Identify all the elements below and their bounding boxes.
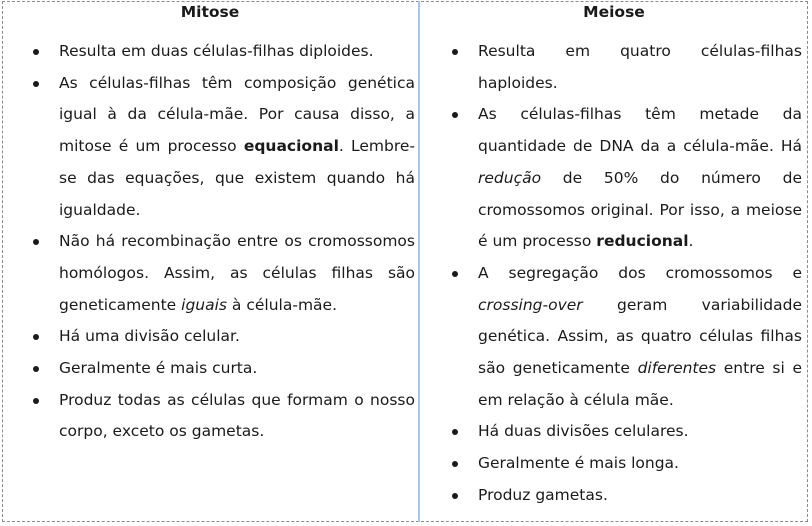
text-run: A segregação dos cromossomos e — [478, 263, 802, 282]
bullet-icon — [452, 429, 458, 435]
text-run: Produz gametas. — [478, 485, 608, 504]
list-item-text — [478, 258, 802, 417]
bullet-icon — [452, 493, 458, 499]
bullet-icon — [452, 112, 458, 118]
text-run: de 50% do número de cromossomos original. Por isso, a meiose é um processo — [478, 168, 802, 251]
text-run: . Lembre-se das equações, que existem quando há igualdade. — [59, 137, 415, 219]
bullet-icon — [33, 49, 39, 55]
list-item-text — [59, 36, 415, 68]
list-item — [422, 448, 806, 480]
text-run: à célula-mãe. — [227, 295, 337, 314]
list-item — [3, 36, 417, 68]
list-item-text — [59, 385, 415, 448]
text-run: Resulta em duas células-filhas diploides. — [59, 42, 374, 60]
list-item-text — [478, 36, 802, 99]
list-item-text — [478, 99, 802, 258]
text-run: geram variabilidade genética. Assim, as quatro células filhas são geneticamente — [478, 295, 802, 378]
bullet-icon — [33, 398, 39, 404]
text-run: As células-filhas têm metade da quantidade de DNA da a célula-mãe. Há — [478, 105, 802, 156]
text-run: . — [688, 232, 694, 251]
text-run: Geralmente é mais curta. — [59, 359, 258, 378]
list-item — [422, 480, 806, 512]
mitose-header: Mitose — [180, 3, 240, 21]
list-item-text — [478, 448, 802, 480]
list-item-text — [59, 226, 415, 321]
meiose-list — [422, 36, 806, 512]
bullet-icon — [33, 239, 39, 245]
bullet-icon — [452, 49, 458, 55]
bullet-icon — [452, 271, 458, 277]
text-run: Resulta em quatro células-filhas haploides. — [478, 42, 802, 92]
list-item — [3, 226, 417, 321]
column-divider — [418, 1, 420, 522]
text-run: Produz todas as células que formam o nosso corpo, exceto os gametas. — [59, 390, 415, 441]
list-item-text — [59, 353, 415, 385]
text-run: Há duas divisões celulares. — [478, 422, 689, 441]
list-item — [3, 68, 417, 227]
text-run: Há uma divisão celular. — [59, 327, 240, 346]
list-item — [3, 321, 417, 353]
italic-term: redução — [478, 168, 542, 187]
bullet-icon — [33, 81, 39, 87]
meiose-column — [422, 1, 806, 512]
meiose-header: Meiose — [583, 3, 645, 21]
list-item-text — [59, 321, 415, 353]
bullet-icon — [33, 366, 39, 372]
text-run: Geralmente é mais longa. — [478, 454, 679, 473]
list-item — [422, 99, 806, 258]
italic-term: diferentes — [637, 359, 717, 378]
list-item — [422, 258, 806, 417]
mitose-list — [3, 36, 417, 448]
list-item — [422, 36, 806, 99]
list-item — [422, 416, 806, 448]
bullet-icon — [33, 334, 39, 340]
list-item — [3, 353, 417, 385]
list-item-text — [478, 416, 802, 448]
text-run: entre si e em relação à célula mãe. — [478, 359, 802, 409]
bold-term: reducional — [596, 232, 689, 251]
italic-term: iguais — [181, 295, 227, 314]
list-item-text — [59, 68, 415, 227]
mitose-column — [3, 1, 417, 448]
text-run: Não há recombinação entre os cromossomos homólogos. Assim, as células filhas são geneticamente — [59, 232, 415, 314]
italic-term: crossing-over — [478, 295, 583, 314]
bold-term: equacional — [243, 137, 339, 156]
list-item-text — [478, 480, 802, 512]
list-item — [3, 385, 417, 448]
bullet-icon — [452, 461, 458, 467]
text-run: As células-filhas têm composição genética igual à da célula-mãe. Por causa disso, a mitose é um processo — [59, 73, 415, 156]
